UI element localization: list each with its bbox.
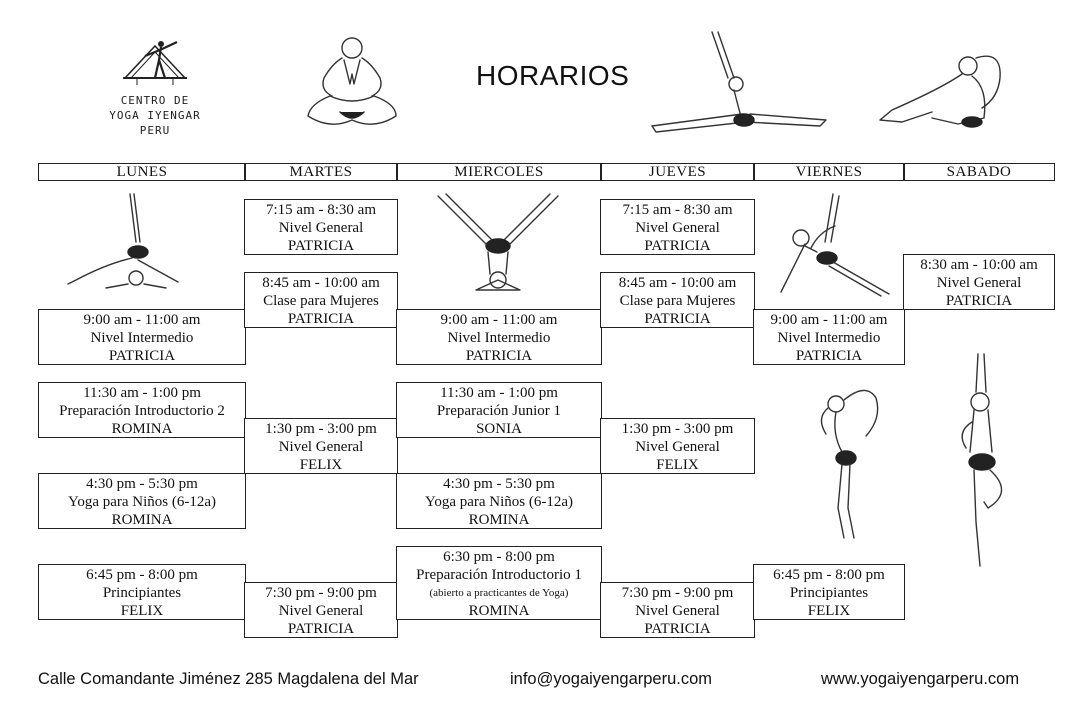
class-block <box>396 473 602 529</box>
day-header-jueves: JUEVES <box>600 163 755 181</box>
page-title: HORARIOS <box>476 60 630 91</box>
footer-website-link[interactable]: www.yogaiyengarperu.com <box>821 670 1020 688</box>
class-teacher: PATRICIA <box>287 621 355 637</box>
headstand-pose-figure-icon <box>436 194 561 299</box>
class-block <box>396 382 602 438</box>
class-name: Preparación Introductorio 1 <box>416 567 582 583</box>
class-teacher: ROMINA <box>111 512 173 528</box>
class-teacher: PATRICIA <box>108 348 176 364</box>
class-block <box>244 582 398 638</box>
class-block <box>244 418 398 474</box>
class-teacher: PATRICIA <box>644 621 711 637</box>
class-name: Preparación Junior 1 <box>436 403 562 419</box>
class-name: Nivel Intermedio <box>777 330 881 346</box>
class-name: Nivel Intermedio <box>447 330 551 346</box>
class-teacher: FELIX <box>120 603 164 619</box>
class-teacher: FELIX <box>807 603 851 619</box>
class-time: 7:15 am - 8:30 am <box>622 202 733 218</box>
class-block <box>396 309 602 365</box>
standing-backbend-figure-icon <box>806 378 886 543</box>
class-teacher: ROMINA <box>468 512 530 528</box>
tree-pose-figure-icon <box>950 352 1020 572</box>
class-time: 7:30 pm - 9:00 pm <box>265 585 377 601</box>
class-teacher: FELIX <box>299 457 343 473</box>
class-name: Clase para Mujeres <box>619 293 736 309</box>
class-time: 1:30 pm - 3:00 pm <box>621 421 734 437</box>
class-teacher: PATRICIA <box>644 311 711 327</box>
footer-email-link[interactable]: info@yogaiyengarperu.com <box>510 670 713 688</box>
class-time: 8:30 am - 10:00 am <box>920 257 1038 273</box>
class-name: Clase para Mujeres <box>263 293 379 309</box>
day-header-sabado: SABADO <box>903 163 1055 181</box>
class-block <box>600 582 755 638</box>
class-name: Nivel General <box>278 603 364 619</box>
class-name: Yoga para Niños (6-12a) <box>67 494 217 510</box>
class-time: 7:15 am - 8:30 am <box>266 202 376 218</box>
side-plank-figure-icon <box>775 192 895 300</box>
class-teacher: PATRICIA <box>287 311 355 327</box>
logo-text: CENTRO DE YOGA IYENGAR PERU <box>109 94 201 137</box>
day-header-viernes: VIERNES <box>753 163 905 181</box>
class-time: 4:30 pm - 5:30 pm <box>443 476 555 492</box>
class-time: 7:30 pm - 9:00 pm <box>621 585 734 601</box>
class-name: Nivel General <box>936 275 1022 291</box>
class-teacher: ROMINA <box>111 421 173 437</box>
class-time: 11:30 am - 1:00 pm <box>440 385 558 401</box>
class-teacher: FELIX <box>656 457 699 473</box>
class-teacher: PATRICIA <box>465 348 533 364</box>
class-name: Principiantes <box>789 585 869 601</box>
class-time: 9:00 am - 11:00 am <box>83 312 201 328</box>
inversion-pose-figure-icon <box>66 192 184 292</box>
class-teacher: PATRICIA <box>644 238 711 254</box>
day-header-lunes: LUNES <box>38 163 246 181</box>
class-time: 6:45 pm - 8:00 pm <box>86 567 198 583</box>
class-teacher: ROMINA <box>468 603 530 619</box>
class-name: Nivel General <box>635 603 720 619</box>
lotus-pose-figure-icon <box>300 34 410 134</box>
seated-twist-figure-icon <box>872 48 1012 133</box>
class-time: 1:30 pm - 3:00 pm <box>265 421 377 437</box>
class-block <box>396 546 602 620</box>
day-header-martes: MARTES <box>244 163 398 181</box>
class-block <box>38 382 246 438</box>
class-block <box>600 418 755 474</box>
class-time: 4:30 pm - 5:30 pm <box>86 476 198 492</box>
class-time: 9:00 am - 11:00 am <box>770 312 888 328</box>
day-header-miercoles: MIERCOLES <box>396 163 602 181</box>
class-teacher: SONIA <box>476 421 522 437</box>
class-block <box>38 564 246 620</box>
class-block <box>244 272 398 328</box>
class-name: Nivel General <box>635 220 720 236</box>
class-time: 8:45 am - 10:00 am <box>618 275 737 291</box>
class-name: Principiantes <box>102 585 182 601</box>
class-time: 6:45 pm - 8:00 pm <box>773 567 885 583</box>
class-teacher: PATRICIA <box>287 238 355 254</box>
class-time: 9:00 am - 11:00 am <box>440 312 558 328</box>
class-name: Nivel Intermedio <box>90 330 194 346</box>
split-pose-figure-icon <box>650 30 830 140</box>
class-block <box>903 254 1055 310</box>
class-time: 11:30 am - 1:00 pm <box>83 385 201 401</box>
class-block <box>38 473 246 529</box>
logo-mark-icon <box>117 38 193 86</box>
class-teacher: PATRICIA <box>795 348 863 364</box>
class-teacher: PATRICIA <box>945 293 1013 309</box>
class-note: (abierto a practicantes de Yoga) <box>429 587 569 599</box>
class-block <box>244 199 398 255</box>
footer-address: Calle Comandante Jiménez 285 Magdalena del Mar <box>38 670 419 688</box>
class-block <box>38 309 246 365</box>
logo <box>105 38 205 138</box>
class-name: Yoga para Niños (6-12a) <box>424 494 574 510</box>
class-name: Nivel General <box>278 439 364 455</box>
class-time: 6:30 pm - 8:00 pm <box>443 549 555 565</box>
class-name: Nivel General <box>635 439 720 455</box>
class-block <box>600 199 755 255</box>
class-time: 8:45 am - 10:00 am <box>262 275 380 291</box>
class-block <box>753 309 905 365</box>
class-name: Nivel General <box>278 220 364 236</box>
class-block <box>753 564 905 620</box>
class-name: Preparación Introductorio 2 <box>59 403 225 419</box>
class-block <box>600 272 755 328</box>
